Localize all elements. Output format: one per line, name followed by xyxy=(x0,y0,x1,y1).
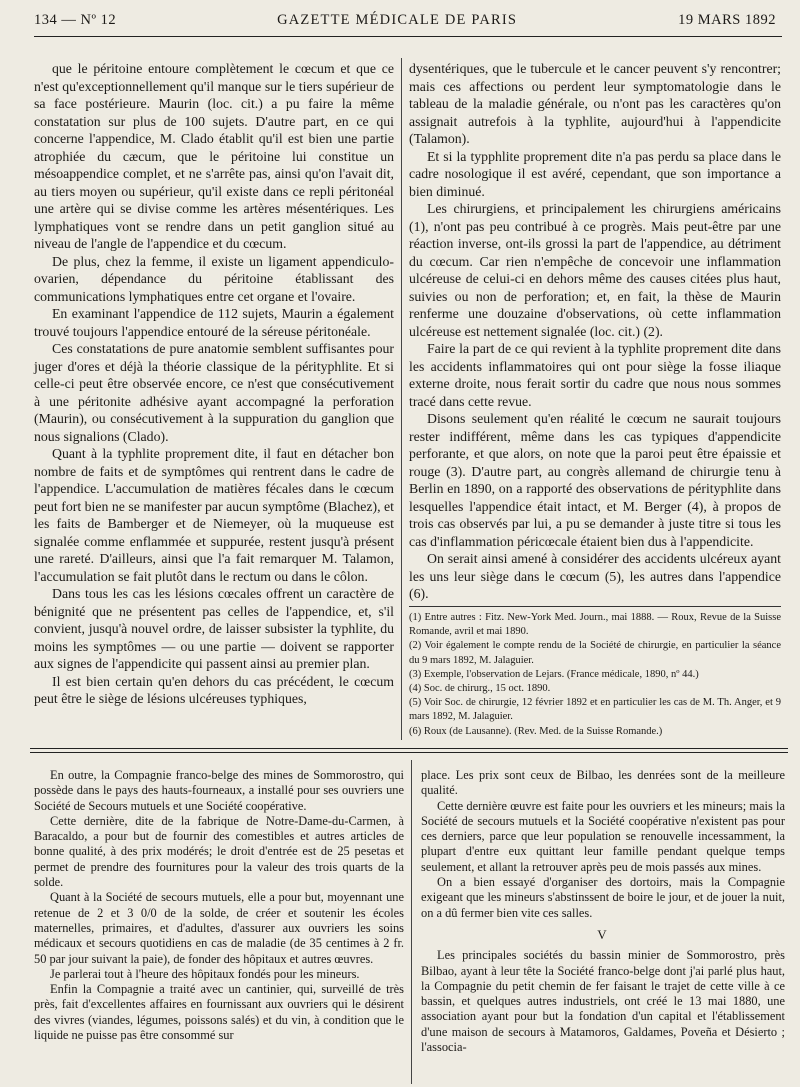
feuilleton-column-right xyxy=(421,768,785,1055)
footnote: (3) Exemple, l'observation de Lejars. (France médicale, 1890, nº 44.) xyxy=(409,668,699,680)
feuilleton-column-left xyxy=(34,768,404,1043)
journal-title: GAZETTE MÉDICALE DE PARIS xyxy=(277,12,518,28)
paragraph: Et si la typphlite proprement dite n'a pas perdu sa place dans le cadre nosologique il est avéré, cependant, que son importance a bien diminué. xyxy=(409,148,781,199)
paragraph: En outre, la Compagnie franco-belge des mines de Sommorostro, qui possède dans le pays des hauts-fourneaux, a installé pour ses ouvriers une Société de Secours mutuels et une Société coopérative. xyxy=(34,768,404,813)
footnote: (1) Entre autres : Fitz. New-York Med. Journ., mai 1888. — Roux, Revue de la Suisse Romande, avril et mai 1890. xyxy=(409,612,781,638)
paragraph: Les chirurgiens, et principalement les chirurgiens américains (1), n'ont pas peu contribué à ce progrès. Mais peut-être par une réaction inverse, ont-ils grossi la part de l'appendice, au détriment du cœcum. Car rien n'empêche de concevoir une inflammation ulcéreuse de celui-ci en dehors même des causes citées plus haut, suivies ou non de perforation; et, en fait, la thèse de Maurin renferme une douzaine d'observations, où cette inflammation ulcéreuse est nettement signalée (loc. cit.) (2). xyxy=(409,201,781,339)
paragraph: Cette dernière œuvre est faite pour les ouvriers et les mineurs; mais la Société de secours mutuels et la Société coopérative n'existent pas pour ces derniers, parce que leur population se renouvelle incessamment, la plupart d'entre eux quittant leur famille pendant quelque temps seulement, et allant la retrouver après peu de mois passés aux mines. xyxy=(421,798,785,874)
paragraph: En examinant l'appendice de 112 sujets, Maurin a également trouvé toujours l'appendice entouré de la séreuse péritonéale. xyxy=(34,306,394,339)
paragraph: Enfin la Compagnie a traité avec un cantinier, qui, surveillé de très près, fait d'excellentes affaires en fournissant aux ouvriers qui le désirent des vivres (viandes, légumes, poissons salés) et du vin, à condition que le liquide ne puisse pas être consommé sur xyxy=(34,982,404,1043)
section-number: V xyxy=(597,926,609,942)
footnote: (6) Roux (de Lausanne). (Rev. Med. de la Suisse Romande.) xyxy=(409,725,663,737)
page-number: 134 — Nº 12 xyxy=(34,12,117,28)
article-column-right xyxy=(409,60,781,603)
feuilleton-column-divider xyxy=(411,760,412,1084)
paragraph: On serait ainsi amené à considérer des accidents ulcéreux ayant les uns leur siège dans le cœcum (5), les autres dans l'appendice (6). xyxy=(409,551,781,601)
paragraph: place. Les prix sont ceux de Bilbao, les denrées sont de la meilleure qualité. xyxy=(421,768,785,798)
paragraph: Faire la part de ce qui revient à la typhlite proprement dite dans les accidents inflammatoires qui ont pour siège la fosse iliaque externe droite, nous ferait sortir du cadre que nous nous sommes tracé dans cette revue. xyxy=(409,341,781,409)
paragraph: Il est bien certain qu'en dehors du cas précédent, le cœcum peut être le siège de lésions ulcéreuses typhiques, xyxy=(34,673,394,706)
paragraph: Cette dernière, dite de la fabrique de Notre-Dame-du-Carmen, à Baracaldo, a pour but de fournir des comestibles et autres articles de bonne qualité, à des prix modérés; le droit d'entrée est de 25 pesetas et permet de prendre des fournitures pour la valeur des trois quarts de la solde. xyxy=(34,813,404,890)
footnote-rule xyxy=(409,606,781,607)
page-header xyxy=(34,12,776,34)
footnote: (4) Soc. de chirurg., 15 oct. 1890. xyxy=(409,683,551,695)
paragraph: Les principales sociétés du bassin minier de Sommorostro, près Bilbao, ayant à leur tête la Société franco-belge dont j'ai parlé plus haut, la Compagnie du petit chemin de fer faisant le trajet de cette ville à ce bassin, et quelques autres industriels, ont créé le 13 mai 1880, une association ayant pour but la fondation d'un capital et l'établissement d'une maison de secours à Matamoros, Galdames, Poveña et Désierto ; l'associa- xyxy=(421,948,785,1055)
feuilleton-separator xyxy=(30,748,788,749)
issue-date: 19 MARS 1892 xyxy=(678,12,776,28)
paragraph: dysentériques, que le tubercule et le cancer peuvent s'y rencontrer; mais ces affections ou perdent leur symptomatologie dans le tableau de la maladie générale, ou n'ont pas les caractères qu'on assignait autrefois à la typhlite, aujourd'hui à l'appendicite (Talamon). xyxy=(409,61,781,146)
paragraph: que le péritoine entoure complètement le cœcum et que ce n'est qu'exceptionnellement qu'il manque sur le tiers supérieur de sa face postérieure. Maurin (loc. cit.) a pu faire la même constatation sur plus de 100 sujets. D'autre part, en ce qui concerne l'appendice, M. Clado établit qu'il est bien une partie atrophiée du cæcum, que le péritoine lui constitue un mésoappendice complet, et ne s'arrête pas, ainsi qu'on l'avait dit, au tiers moyen ou supérieur, qu'il existe dans ce repli péritonéal une artère qui se divise comme les artères mésentériques. Les lymphatiques vont se rendre dans un petit ganglion situé au niveau de l'angle de l'appendice et du cœcum. xyxy=(34,61,394,251)
column-divider xyxy=(401,58,402,740)
header-rule xyxy=(34,36,782,37)
article-column-left xyxy=(34,60,394,708)
paragraph: Dans tous les cas les lésions cœcales offrent un caractère de bénignité que ne présentent pas celles de l'appendice, et, s'il convient, jusqu'à nouvel ordre, de laisser subsister la typhlite, du moins les symptômes — ou une partie — doivent se rapporter aux signes de l'appendicite qui passent ainsi au premier plan. xyxy=(34,586,394,671)
paragraph: Quant à la typhlite proprement dite, il faut en détacher bon nombre de faits et de symptômes qui rentrent dans le cadre de l'appendice. L'accumulation de matières fécales dans le cœcum peut fort bien ne se manifester par aucun symptôme (Blachez), et les faits de Bamberger et de Niemeyer, où la muqueuse est signalée comme enflammée et suppurée, restent jusqu'à présent une rareté. D'ailleurs, ainsi que l'a fait remarquer M. Talamon, l'accumulation se fait plutôt dans le rectum ou dans le côlon. xyxy=(34,446,394,584)
footnotes xyxy=(409,611,781,739)
paragraph: Je parlerai tout à l'heure des hôpitaux fondés pour les mineurs. xyxy=(50,966,360,981)
paragraph: De plus, chez la femme, il existe un ligament appendiculo-ovarien, dépendance du péritoine établissant des communications lymphatiques entre cet organe et l'ovaire. xyxy=(34,253,394,304)
paragraph: Ces constatations de pure anatomie semblent suffisantes pour juger d'ores et déjà la théorie classique de la pérityphlite. Et si celle-ci peut être observée encore, ce n'est que consécutivement à une péritonite adhésive ayant accompagné la perforation (Maurin), ou consécutivement à la suppuration du ganglion que nous signalions (Clado). xyxy=(34,341,394,444)
footnote: (5) Voir Soc. de chirurgie, 12 février 1892 et en particulier les cas de M. Th. Anger, et 9 mars 1892, M. Jalaguier. xyxy=(409,697,781,723)
paragraph: On a bien essayé d'organiser des dortoirs, mais la Compagnie exigeant que les mineurs s'abstinssent de boire le jour, et de jouer la nuit, on a dû fermer bien vite ces salles. xyxy=(421,875,785,920)
paragraph: Quant à la Société de secours mutuels, elle a pour but, moyennant une retenue de 2 et 3 0/0 de la solde, de créer et soutenir les écoles maternelles, primaires, et d'adultes, d'assurer aux ouvriers les soins médicaux et secours quotidiens en cas de maladie (de 35 centimes à 2 fr. 50 par jour suivant la paie), de fonder des hôpitaux et autres œuvres. xyxy=(34,890,404,966)
footnote: (2) Voir également le compte rendu de la Société de chirurgie, en particulier la séance du 9 mars 1892, M. Jalaguier. xyxy=(409,640,781,666)
paragraph: Disons seulement qu'en réalité le cœcum ne saurait toujours rester indifférent, même dans les cas typiques d'appendicite perforante, et que alors, on note que la paroi peut être épaissie et rouge (3). D'autre part, au congrès allemand de chirurgie tenu à Berlin en 1890, on a rapporté des observations de pérityphlite dans lesquelles l'appendice était intact, et M. Berger (4), à propos de trois cas observés par lui, a pu se demander à juste titre si tous les cas d'inflammation péricœcale étaient bien dus à l'appendicite. xyxy=(409,411,781,549)
feuilleton-separator-inner xyxy=(30,752,788,753)
